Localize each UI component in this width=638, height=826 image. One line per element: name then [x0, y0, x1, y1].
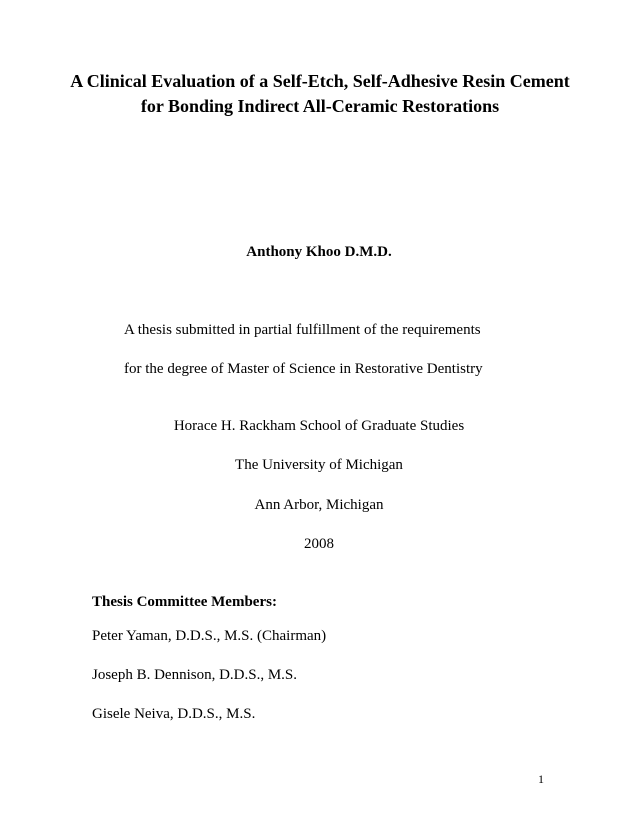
committee-member: Gisele Neiva, D.D.S., M.S.	[92, 706, 256, 722]
committee-member: Peter Yaman, D.D.S., M.S. (Chairman)	[92, 628, 327, 644]
submission-statement-line-1: A thesis submitted in partial fulfillment of the requirements	[124, 322, 481, 338]
committee-heading: Thesis Committee Members:	[92, 594, 277, 610]
submission-statement-line-2: for the degree of Master of Science in Restorative Dentistry	[124, 361, 483, 377]
committee-member: Joseph B. Dennison, D.D.S., M.S.	[92, 667, 298, 683]
page-number: 1	[538, 772, 544, 786]
thesis-year: 2008	[304, 536, 334, 552]
university-name: The University of Michigan	[235, 457, 403, 473]
graduate-school: Horace H. Rackham School of Graduate Studies	[173, 418, 465, 434]
author-name: Anthony Khoo D.M.D.	[246, 244, 392, 260]
thesis-title: A Clinical Evaluation of a Self-Etch, Self-Adhesive Resin Cement for Bonding Indirect All-Ceramic Restorations	[70, 71, 570, 116]
university-location: Ann Arbor, Michigan	[254, 497, 384, 513]
